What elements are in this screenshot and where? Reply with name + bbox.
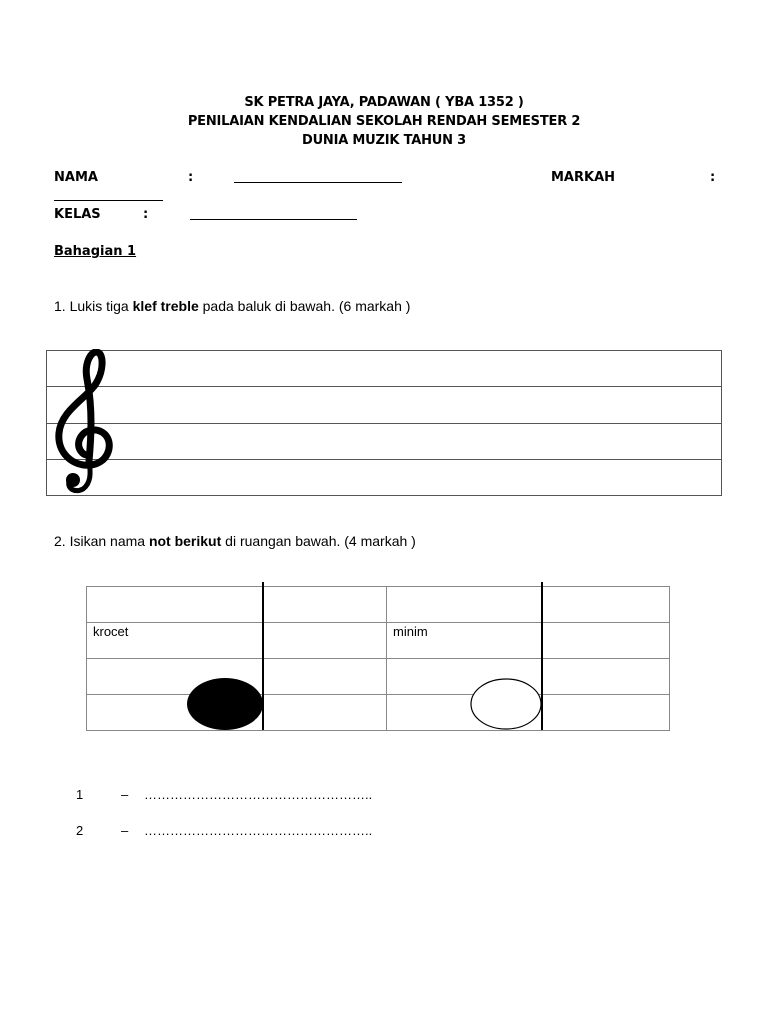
- assessment-title: PENILAIAN KENDALIAN SEKOLAH RENDAH SEMESTER 2: [187, 114, 581, 129]
- notes-grid[interactable]: [86, 582, 672, 734]
- question-1-suffix: pada baluk di bawah. (6 markah ): [198, 298, 411, 314]
- answer-field-1[interactable]: ……………………………………………..: [144, 787, 373, 802]
- marks-label: MARKAH: [551, 170, 616, 185]
- section-title: Bahagian 1: [54, 244, 137, 259]
- crotchet-note-icon: [187, 678, 263, 730]
- question-2-suffix: di ruangan bawah. (4 markah ): [221, 533, 416, 549]
- question-2: [54, 533, 416, 549]
- answer-dash-1: –: [121, 787, 129, 802]
- question-1-bold: klef treble: [132, 298, 199, 314]
- answer-dash-2: –: [121, 823, 129, 838]
- class-label: KELAS: [54, 207, 101, 222]
- answer-number-2: 2: [76, 823, 84, 838]
- staff-line: [47, 459, 721, 460]
- question-2-bold: not berikut: [148, 533, 222, 549]
- name-colon: :: [188, 170, 194, 185]
- note-label-minim: minim: [393, 624, 428, 639]
- staff-question-1[interactable]: [46, 350, 722, 496]
- question-1: [54, 298, 410, 314]
- note-label-krocet: krocet: [93, 624, 129, 639]
- subject-title: DUNIA MUZIK TAHUN 3: [301, 133, 466, 148]
- question-2-prefix: 2. Isikan nama: [54, 533, 149, 549]
- treble-clef-icon: [51, 349, 117, 495]
- minim-note-icon: [471, 679, 541, 729]
- marks-field[interactable]: [54, 200, 163, 201]
- name-field[interactable]: [234, 182, 402, 183]
- question-1-prefix: 1. Lukis tiga: [54, 298, 133, 314]
- class-colon: :: [143, 207, 149, 222]
- answer-number-1: 1: [76, 787, 84, 802]
- answer-field-2[interactable]: ……………………………………………..: [144, 823, 373, 838]
- staff-line: [47, 386, 721, 387]
- name-label: NAMA: [54, 170, 98, 185]
- marks-colon: :: [710, 170, 716, 185]
- staff-line: [47, 423, 721, 424]
- school-title: SK PETRA JAYA, PADAWAN ( YBA 1352 ): [244, 95, 524, 110]
- class-field[interactable]: [190, 219, 357, 220]
